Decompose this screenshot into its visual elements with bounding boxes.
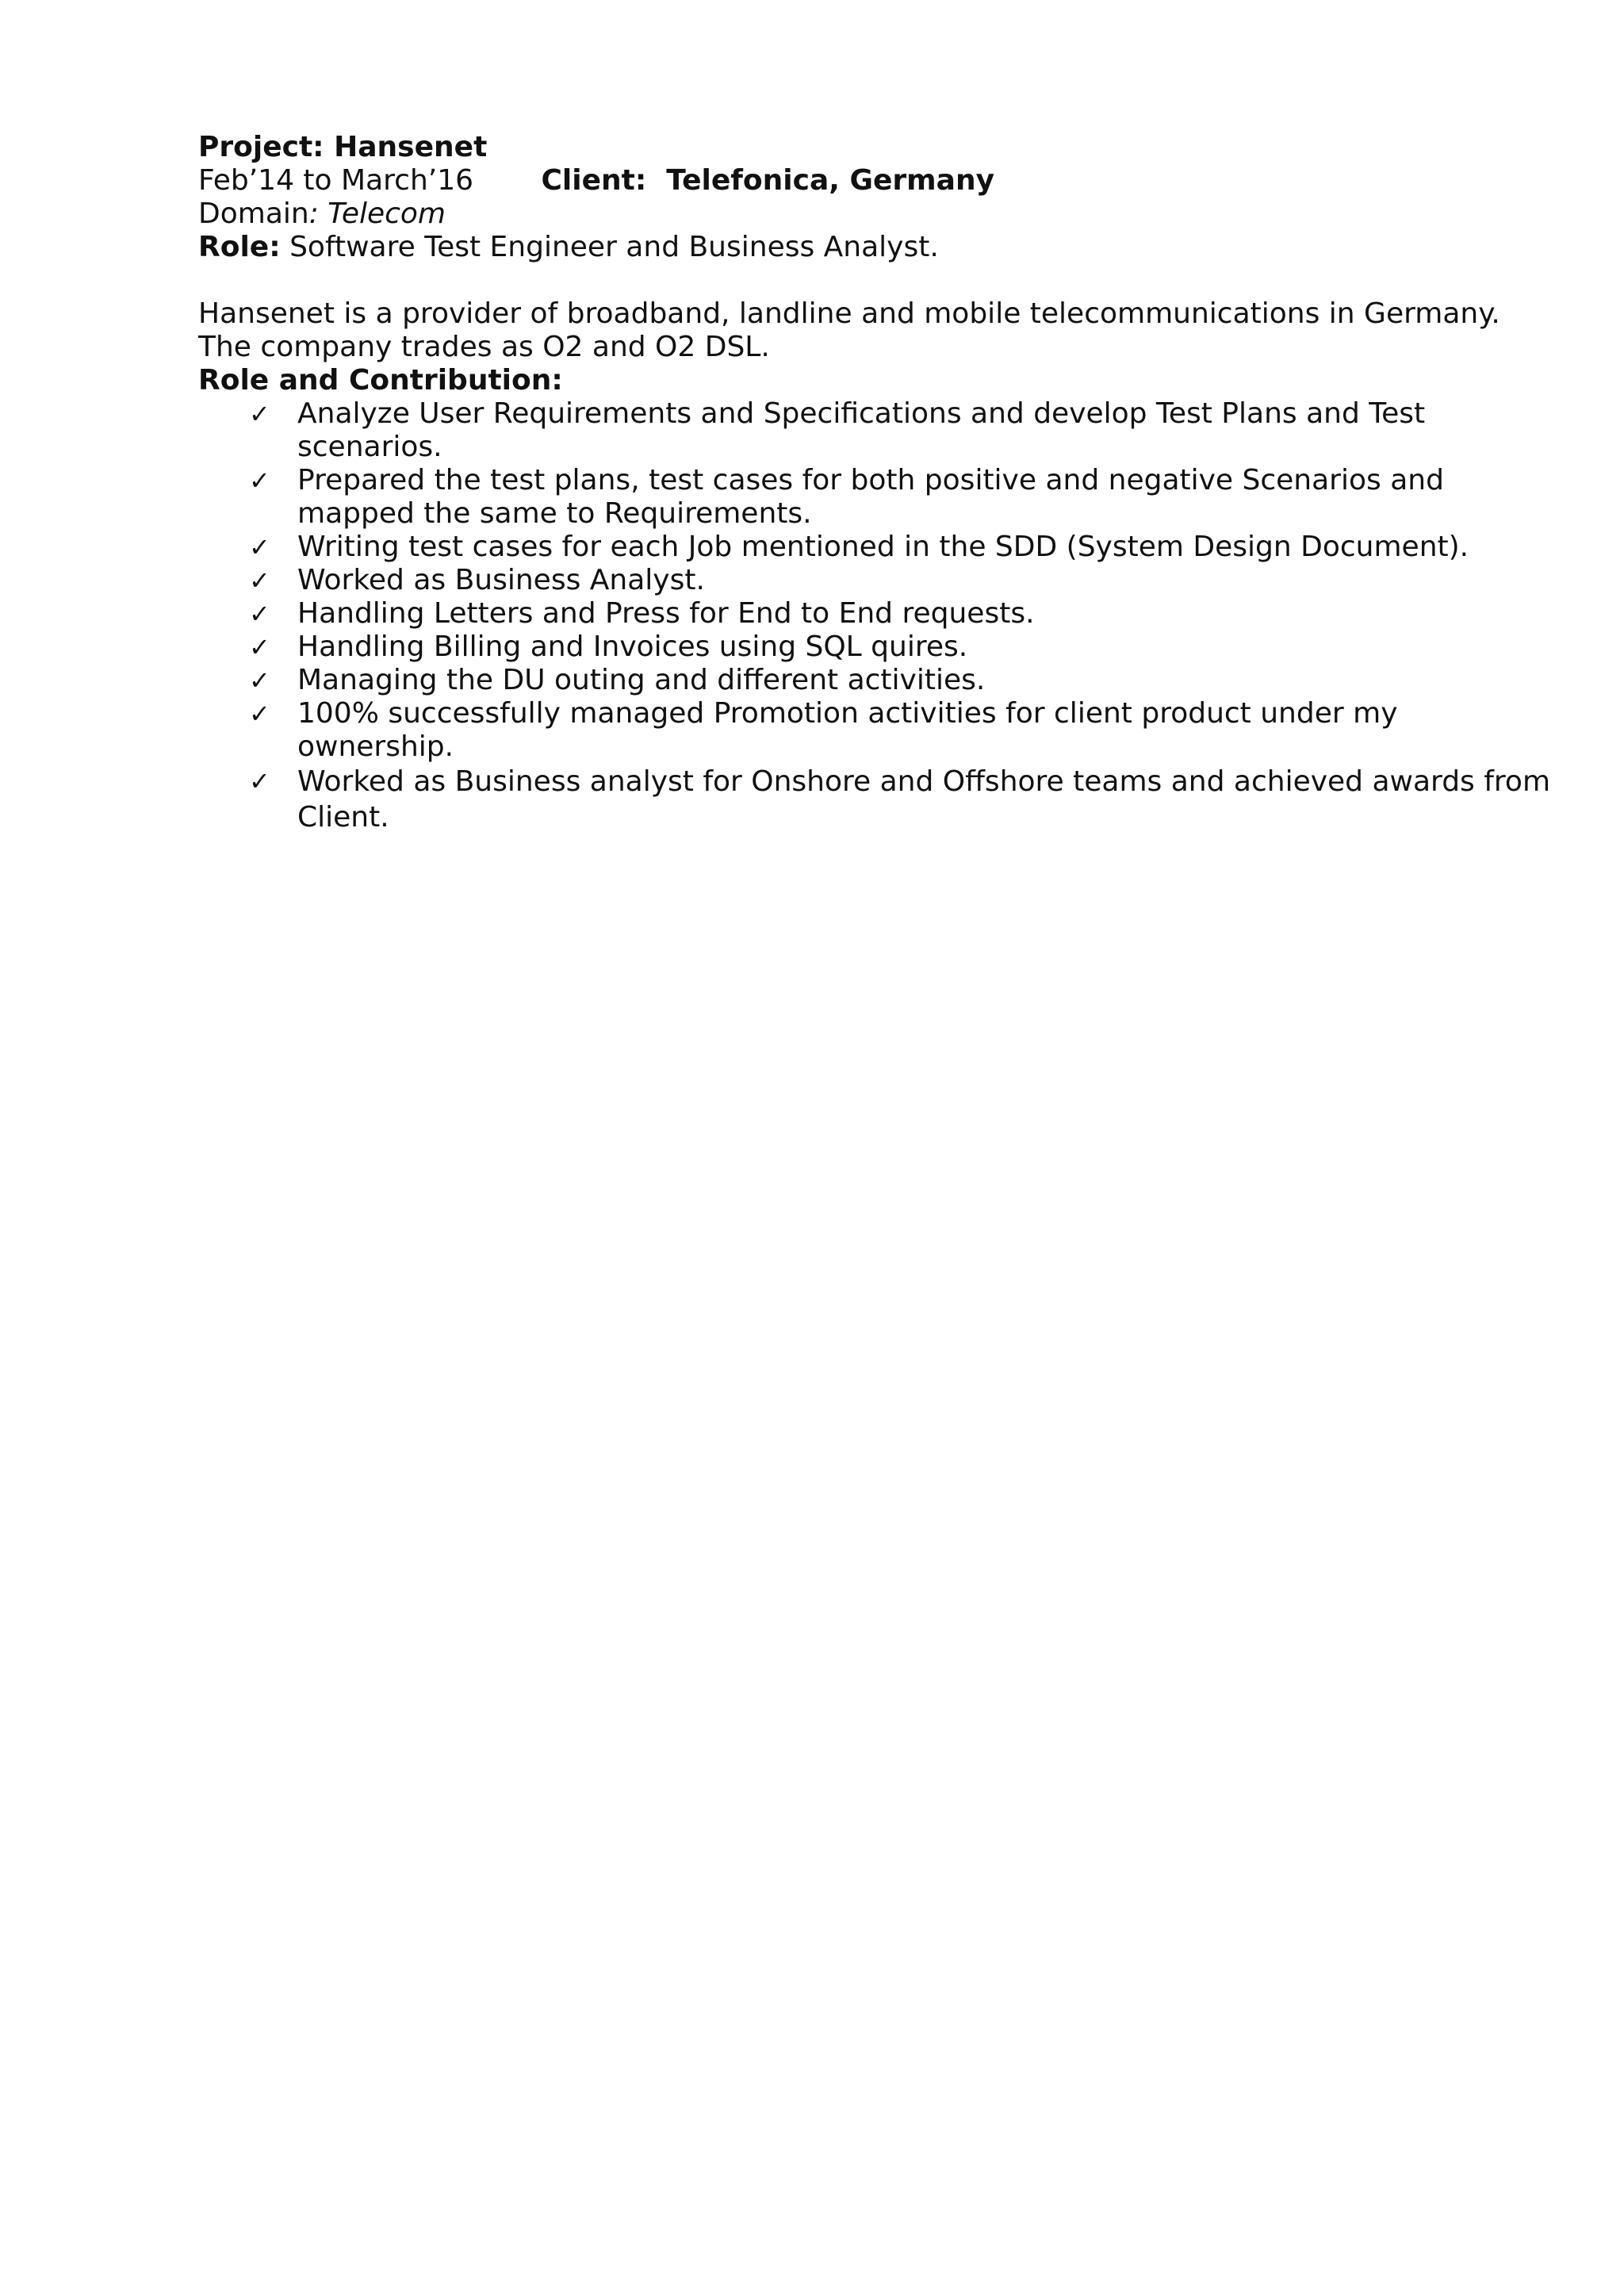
check-icon: ✓ (249, 599, 270, 629)
list-item (198, 397, 1558, 464)
client-info (541, 164, 994, 197)
domain-value: : Telecom (308, 197, 446, 230)
check-icon: ✓ (249, 565, 270, 596)
check-icon: ✓ (249, 699, 270, 729)
check-icon: ✓ (249, 466, 270, 496)
list-item (198, 564, 1558, 597)
check-icon: ✓ (249, 532, 270, 562)
list-item-text: Handling Letters and Press for End to End requests. (297, 597, 1035, 630)
domain-line (198, 197, 1530, 231)
project-label: Project: (198, 131, 324, 163)
check-icon: ✓ (249, 632, 270, 662)
list-item-text: Prepared the test plans, test cases for both positive and negative Scenarios and mapped the same to Requirements. (297, 464, 1444, 530)
project-title-line (198, 131, 1530, 164)
resume-project-section (198, 131, 1551, 835)
list-item-text: Analyze User Requirements and Specifications and develop Test Plans and Test scenarios. (297, 397, 1426, 463)
list-item (198, 697, 1558, 764)
contribution-heading: Role and Contribution: (198, 364, 563, 397)
period-client-line (198, 164, 1530, 197)
domain-label: Domain (198, 197, 309, 230)
list-item-text: Worked as Business Analyst. (297, 564, 705, 596)
check-icon: ✓ (249, 665, 270, 696)
list-item-text: 100% successfully managed Promotion activities for client product under my ownership. (297, 697, 1398, 763)
list-item-text: Handling Billing and Invoices using SQL quires. (297, 631, 968, 663)
list-item (198, 631, 1558, 664)
check-icon: ✓ (249, 766, 270, 796)
list-item (198, 464, 1558, 531)
project-description: Hansenet is a provider of broadband, landline and mobile telecommunications in Germany. The company trades as O2 and O2 DSL. (198, 297, 1500, 363)
client-label: Client: (541, 164, 647, 197)
list-item (198, 531, 1558, 564)
list-item (198, 764, 1558, 835)
list-item (198, 597, 1558, 631)
project-period: Feb’14 to March’16 (198, 164, 474, 197)
project-name: Hansenet (334, 131, 488, 163)
check-icon: ✓ (249, 399, 270, 429)
role-label: Role: (198, 231, 281, 263)
list-item-text: Writing test cases for each Job mentioned in the SDD (System Design Document). (297, 531, 1469, 563)
list-item (198, 664, 1558, 697)
spacer (198, 264, 1530, 297)
role-line (198, 231, 1530, 264)
role-value: Software Test Engineer and Business Analyst. (289, 231, 939, 263)
list-item-text: Managing the DU outing and different activities. (297, 664, 986, 696)
client-name: Telefonica, Germany (666, 164, 995, 197)
contribution-list (198, 397, 1551, 835)
list-item-text: Worked as Business analyst for Onshore and Offshore teams and achieved awards from Client. (297, 765, 1551, 834)
